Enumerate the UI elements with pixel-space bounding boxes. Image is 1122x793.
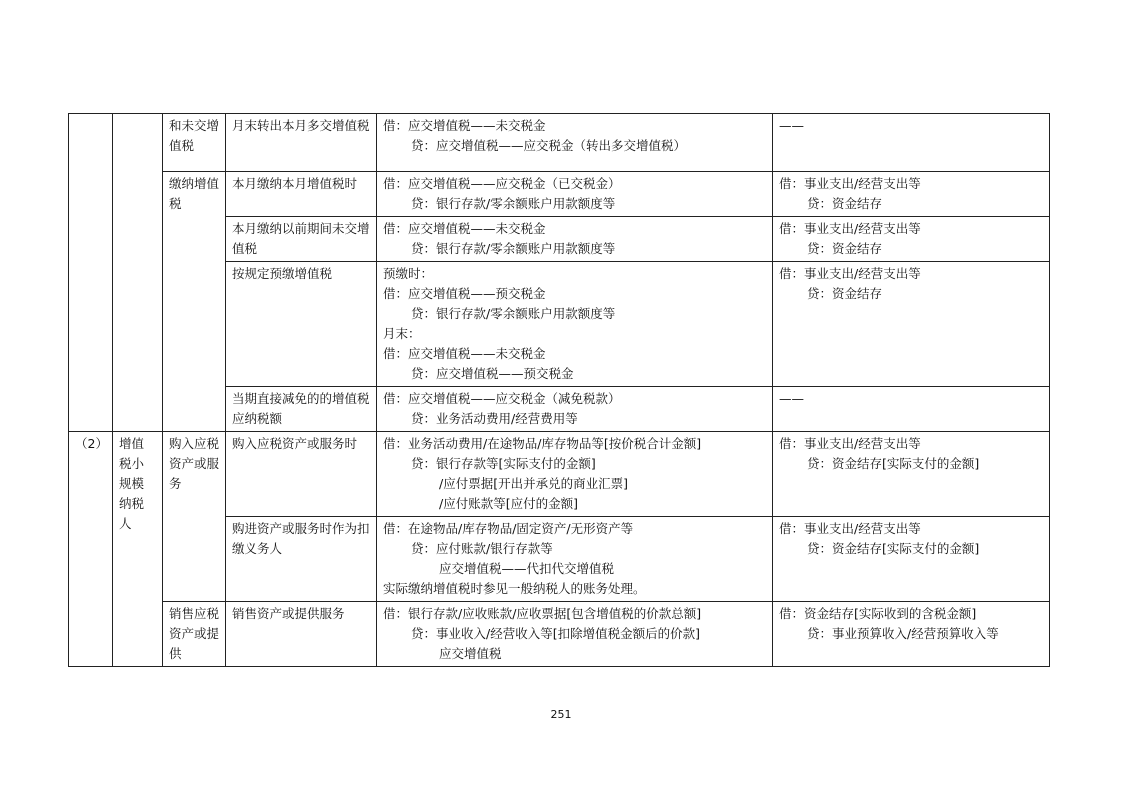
- entry-line: 贷：银行存款/零余额账户用款额度等: [411, 241, 616, 256]
- entry-line: 借：应交增值税——应交税金（已交税金）: [383, 176, 621, 191]
- entry-line: 贷：应交增值税——预交税金: [411, 366, 574, 381]
- entry-line: 贷：银行存款等[实际支付的金额]: [411, 456, 596, 471]
- financial-accounting-cell: [377, 262, 773, 387]
- financial-accounting-cell: [377, 387, 773, 432]
- entry-line: 贷：应交增值税——应交税金（转出多交增值税）: [411, 138, 687, 153]
- entry-line: 借：应交增值税——未交税金: [383, 221, 546, 236]
- situation-cell: 销售资产或提供服务: [226, 602, 377, 667]
- row-number-cell: [69, 114, 113, 432]
- budget-accounting-cell: [773, 387, 1050, 432]
- category-cell: 销售应税资产或提供: [163, 602, 226, 667]
- entry-line: ——: [779, 118, 804, 133]
- entry-line: 贷：事业收入/经营收入等[扣除增值税金额后的价款]: [411, 626, 700, 641]
- entry-line: 借：事业支出/经营支出等: [779, 221, 921, 236]
- entry-line: 贷：资金结存: [807, 241, 883, 256]
- entry-line: 应交增值税: [439, 646, 502, 661]
- table-row: [69, 432, 1050, 517]
- entry-line: 借：事业支出/经营支出等: [779, 521, 921, 536]
- budget-accounting-cell: [773, 114, 1050, 172]
- budget-accounting-cell: [773, 172, 1050, 217]
- financial-accounting-cell: [377, 517, 773, 602]
- entry-line: 借：事业支出/经营支出等: [779, 176, 921, 191]
- table-row: [69, 114, 1050, 172]
- entry-line: 贷：资金结存: [807, 196, 883, 211]
- category-cell: 和未交增值税: [163, 114, 226, 172]
- entry-line: 贷：银行存款/零余额账户用款额度等: [411, 196, 616, 211]
- row-number-cell: （2）: [69, 432, 113, 667]
- entry-line: 贷：资金结存: [807, 286, 883, 301]
- entry-line: 借：应交增值税——预交税金: [383, 286, 546, 301]
- financial-accounting-cell: [377, 172, 773, 217]
- entry-line: 借：应交增值税——应交税金（减免税款）: [383, 391, 621, 406]
- taxpayer-type-cell: [113, 114, 163, 432]
- situation-cell: 月末转出本月多交增值税: [226, 114, 377, 172]
- situation-cell: 购入应税资产或服务时: [226, 432, 377, 517]
- entry-line: 贷：应付账款/银行存款等: [411, 541, 553, 556]
- entry-line: /应付账款等[应付的金额]: [439, 496, 578, 511]
- entry-line: 月末：: [383, 326, 421, 341]
- table-row: [69, 172, 1050, 217]
- entry-line: 借：资金结存[实际收到的含税金额]: [779, 606, 977, 621]
- page-number: 251: [550, 708, 572, 721]
- budget-accounting-cell: [773, 432, 1050, 517]
- entry-line: 借：应交增值税——未交税金: [383, 346, 546, 361]
- entry-line: 贷：银行存款/零余额账户用款额度等: [411, 306, 616, 321]
- category-cell: 购入应税资产或服务: [163, 432, 226, 602]
- budget-accounting-cell: [773, 602, 1050, 667]
- budget-accounting-cell: [773, 262, 1050, 387]
- entry-line: 贷：事业预算收入/经营预算收入等: [807, 626, 999, 641]
- situation-cell: 当期直接减免的的增值税应纳税额: [226, 387, 377, 432]
- financial-accounting-cell: [377, 602, 773, 667]
- entry-line: 贷：资金结存[实际支付的金额]: [807, 541, 980, 556]
- situation-cell: 本月缴纳本月增值税时: [226, 172, 377, 217]
- entry-line: 借：事业支出/经营支出等: [779, 436, 921, 451]
- entry-line: /应付票据[开出并承兑的商业汇票]: [439, 476, 628, 491]
- entry-line: 借：在途物品/库存物品/固定资产/无形资产等: [383, 521, 634, 536]
- taxpayer-type-cell: 增值税小规模纳税人: [113, 432, 163, 667]
- situation-cell: 按规定预缴增值税: [226, 262, 377, 387]
- entry-line: 贷：资金结存[实际支付的金额]: [807, 456, 980, 471]
- budget-accounting-cell: [773, 217, 1050, 262]
- accounting-table: [68, 113, 1050, 667]
- financial-accounting-cell: [377, 217, 773, 262]
- financial-accounting-cell: [377, 114, 773, 172]
- entry-line: 借：应交增值税——未交税金: [383, 118, 546, 133]
- table-row: [69, 602, 1050, 667]
- category-cell: 缴纳增值税: [163, 172, 226, 432]
- entry-line: 预缴时：: [383, 266, 434, 281]
- entry-line: 实际缴纳增值税时参见一般纳税人的账务处理。: [383, 581, 646, 596]
- entry-line: 借：事业支出/经营支出等: [779, 266, 921, 281]
- situation-cell: 本月缴纳以前期间未交增值税: [226, 217, 377, 262]
- entry-line: 借：银行存款/应收账款/应收票据[包含增值税的价款总额]: [383, 606, 702, 621]
- situation-cell: 购进资产或服务时作为扣缴义务人: [226, 517, 377, 602]
- entry-line: ——: [779, 391, 804, 406]
- financial-accounting-cell: [377, 432, 773, 517]
- entry-line: 借：业务活动费用/在途物品/库存物品等[按价税合计金额]: [383, 436, 702, 451]
- entry-line: 贷：业务活动费用/经营费用等: [411, 411, 578, 426]
- entry-line: 应交增值税——代扣代交增值税: [439, 561, 615, 576]
- budget-accounting-cell: [773, 517, 1050, 602]
